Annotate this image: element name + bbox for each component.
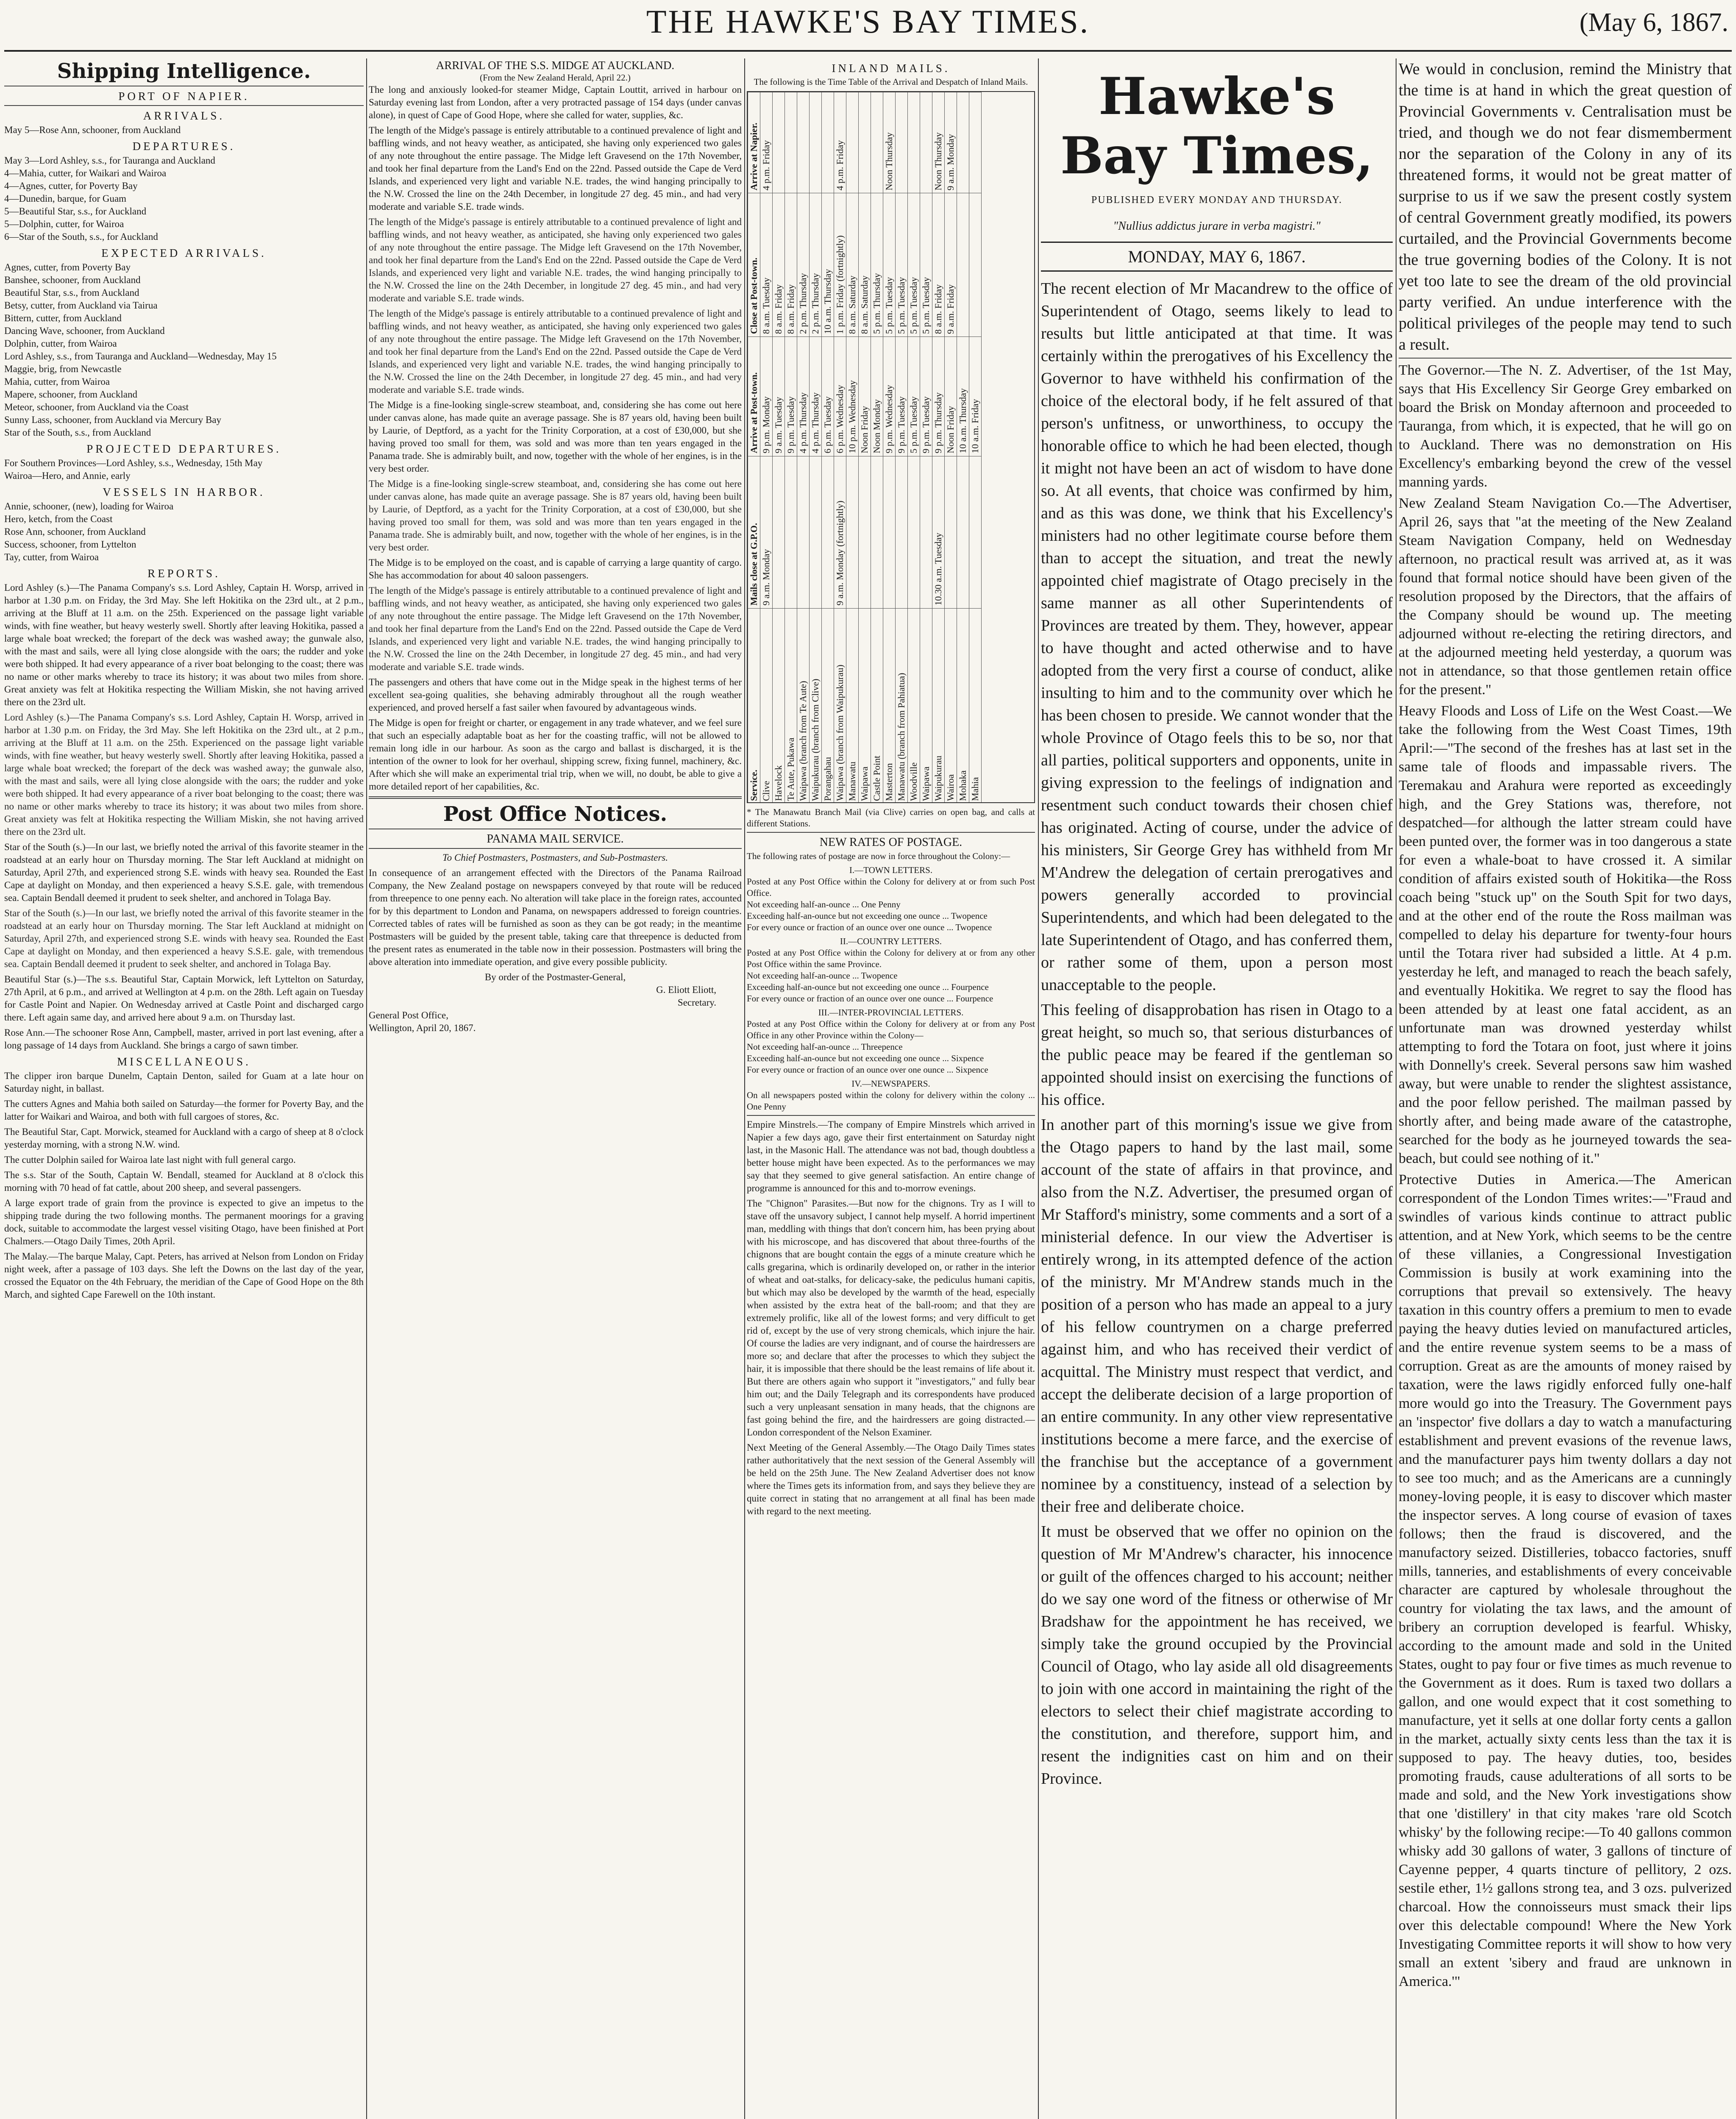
timetable-cell: 8 a.m. Saturday — [859, 193, 871, 337]
article-paragraph: The Midge is a fine-looking single-screw steamboat, and, considering she has come out here under canvas alone, has made quite an average passage. She is 87 years old, having been built by Laurie, of Deptford, as a yacht for the Trinity Corporation, at a cost of £30,000, but she having proved too small for them, was sold and was more than ten years engaged in the Panama trade. She is admirably built, and now, together with the whole of her engines, is in the very best order. — [369, 478, 742, 553]
timetable-cell — [957, 193, 969, 337]
timetable-body — [760, 92, 982, 804]
timetable-cell: 4 p.m. Thursday — [797, 337, 810, 456]
timetable-cell — [785, 92, 797, 193]
rate-row: For every ounce or fraction of an ounce over one ounce ... Fourpence — [747, 993, 993, 1004]
header-cell: Close at Post-town. — [748, 193, 760, 337]
timetable-row — [822, 92, 834, 804]
inland-mails-heading: INLAND MAILS. — [832, 62, 950, 75]
midge-column — [369, 58, 742, 2119]
timetable-cell — [896, 456, 908, 608]
table-note: * The Manawatu Branch Mail (via Clive) carries on open bag, and calls at different Stations. — [747, 807, 1035, 829]
timetable-cell: 6 p.m. Wednesday — [834, 337, 846, 456]
report-paragraph: Rose Ann.—The schooner Rose Ann, Campbell, master, arrived in port last evening, after a long passage of 14 days from Auckland. She brings a cargo of sawn timber. — [4, 1027, 364, 1051]
article-paragraph: The length of the Midge's passage is entirely attributable to a continued prevalence of light and baffling winds, and not heavy weather, as anticipated, she having only experienced two gales of any note throughout the entire passage. The Midge left Gravesend on the 17th November, and took her final departure from the Land's End on the 22nd. Passed outside the Cape de Verd Islands, and experienced very light and variable N.E. trades, the wind hanging principally to the N.W. Crossed the line on the 24th December, in longitude 27 deg. 45 min., and had very moderate and variable S.E. trade winds. — [369, 217, 742, 303]
misc-paragraph: The cutter Dolphin sailed for Wairoa late last night with full general cargo. — [4, 1154, 296, 1165]
timetable-cell — [797, 92, 810, 193]
article-paragraph: The long and anxiously looked-for steamer Midge, Captain Louttit, arrived in harbour on Saturday evening last from London, after a very protracted passage of 154 days (under canvas alone), in quest of Cape of Good Hope, where she called for water, supplies, &c. — [369, 84, 742, 120]
news-paragraph: New Zealand Steam Navigation Co.—The Advertiser, April 26, says that "at the meeting of the New Zealand Steam Navigation Company, held on Wednesday afternoon, no practical result was arrived at, as it was found that formal notice should have been given of the resolution proposed by the Directors, that the affairs of the Company should be wound up. The meeting adjourned without re-electing the retiring directors, and at the adjourned meeting held yesterday, a quorum was not in attendance, so that those gentlemen retain office for the present." — [1399, 495, 1732, 698]
expected-item: Betsy, cutter, from Auckland via Tairua — [4, 300, 158, 311]
rates-section-heading: IV.—NEWSPAPERS. — [851, 1079, 930, 1089]
harbour-item: Hero, ketch, from the Coast — [4, 514, 113, 524]
misc-paragraph: The clipper iron barque Dunelm, Captain Denton, sailed for Guam at a late hour on Saturday night, in ballast. — [4, 1071, 364, 1094]
timetable-cell — [846, 456, 859, 608]
timetable-row — [920, 92, 932, 804]
timetable-cell: Porangahau — [822, 608, 834, 803]
expected-item: Bittern, cutter, from Auckland — [4, 313, 122, 323]
timetable-row — [871, 92, 883, 804]
harbour-heading: VESSELS IN HARBOR. — [103, 486, 265, 498]
timetable-cell — [957, 92, 969, 193]
timetable-cell: 10 p.m. Wednesday — [846, 337, 859, 456]
article-paragraph: The passengers and others that have come out in the Midge speak in the highest terms of her excellent sea-going qualities, she behaving admirably throughout all the rough weather experienced, and proved herself a fast sailer when favoured by advantageous winds. — [369, 677, 742, 713]
expected-item: Beautiful Star, s.s., from Auckland — [4, 287, 139, 298]
editorial-paragraph: This feeling of disapprobation has risen in Otago to a great height, so much so, that serious disturbances of the public peace may be feared if the gentleman so appointed should insist on exercising the functions of his office. — [1041, 1001, 1393, 1109]
timetable-cell: Clive — [760, 608, 773, 803]
rate-row: Exceeding half-an-ounce but not exceeding one ounce ... Sixpence — [747, 1053, 984, 1063]
mail-heading: PANAMA MAIL SERVICE. — [487, 832, 624, 845]
timetable-cell: 6 p.m. Tuesday — [822, 337, 834, 456]
timetable-cell: 10.30 a.m. Tuesday — [932, 456, 945, 608]
timetable-row — [957, 92, 969, 804]
timetable-cell: 9 p.m. Monday — [760, 337, 773, 456]
departure-item: 4—Dunedin, barque, for Guam — [4, 193, 127, 204]
expected-item: Mapere, schooner, from Auckland — [4, 389, 137, 400]
timetable-cell — [846, 92, 859, 193]
column-rule — [1038, 58, 1039, 2119]
timetable-cell: Masterton — [883, 608, 896, 803]
article-paragraph: The Midge is to be employed on the coast, and is capable of carrying a large quantity of cargo. She has accommodation for about 40 saloon passengers. — [369, 557, 742, 581]
divider — [747, 832, 1035, 833]
timetable-row — [908, 92, 920, 804]
timetable-row — [932, 92, 945, 804]
publication-schedule: PUBLISHED EVERY MONDAY AND THURSDAY. — [1091, 195, 1343, 206]
departure-item: 6—Star of the South, s.s., for Auckland — [4, 231, 158, 242]
article-paragraph: Empire Minstrels.—The company of Empire Minstrels which arrived in Napier a few days ago, gave their first entertainment on Saturday night last, in the Masonic Hall. The attendance was not bad, though doubtless a better house might have been expected. As to the performances we may say that they seemed to give general satisfaction. An entire change of programme is announced for this and to-morrow evenings. — [747, 1119, 1035, 1193]
timetable-cell — [969, 456, 982, 608]
rates-section-heading: I.—TOWN LETTERS. — [849, 865, 933, 875]
timetable-cell: Waipukurau (branch from Clive) — [810, 608, 822, 803]
article-paragraph: The "Chignon" Parasites.—But now for the chignons. Try as I will to stave off the unsavory subject, I cannot help myself. A horrid impertinent man, meddling with things that don't concern him, has been prying about with his microscope, and has discovered that about three-fourths of the chignons that are bought contain the eggs of a minute creature which he calls gregarina, which is ordinarily developed on, or rather in the interior of wheat and oat-stalks, for delicacy-sake, the pediculus humani capitis, but which may also be developed by the warmth of the head, especially when assisted by the extra heat of the ball-room; and that they are extremely prolific, like all of the lowest forms; and very difficult to get rid of, except by the use of very strong chemicals, which injure the hair. Of course the ladies are very indignant, and of course the hairdressers are more so; and declare that after the processes to which they subject the hair, it is impossible that there should be the least remains of life about it. But there are others again who support it "investigators," and fully bear him out; and the Daily Telegraph and its correspondents have produced such a very unpleasant sensation in many heads, that the chignons are fast going behind the fire, and the hairdressers are going distracted.—London correspondent of the Nelson Examiner. — [747, 1198, 1035, 1438]
mail-title: Secretary. — [677, 997, 716, 1008]
timetable-cell: Waipawa (branch from Te Aute) — [797, 608, 810, 803]
timetable-cell — [810, 456, 822, 608]
timetable-row — [859, 92, 871, 804]
expected-item: Star of the South, s.s., from Auckland — [4, 427, 151, 438]
mail-addressee: To Chief Postmasters, Postmasters, and Sub-Postmasters. — [442, 852, 668, 863]
rates-section-text: Posted at any Post Office within the Colony for delivery at or from any other Post Office within the same Province. — [747, 948, 1035, 969]
article-paragraph: The length of the Midge's passage is entirely attributable to a continued prevalence of light and baffling winds, and not heavy weather, as anticipated, she having only experienced two gales of any note throughout the entire passage. The Midge left Gravesend on the 17th November, and took her final departure from the Land's End on the 22nd. Passed outside the Cape de Verd Islands, and experienced very light and variable N.E. trades, the wind hanging principally to the N.W. Crossed the line on the 24th December, in longitude 27 deg. 45 min., and had very moderate and variable S.E. trade winds. — [369, 125, 742, 212]
projected-item: For Southern Provinces—Lord Ashley, s.s., Wednesday, 15th May — [4, 458, 263, 468]
timetable-cell: 10 a.m. Friday — [969, 337, 982, 456]
timetable-cell — [859, 456, 871, 608]
article-paragraph: The length of the Midge's passage is entirely attributable to a continued prevalence of light and baffling winds, and not heavy weather, as anticipated, she having only experienced two gales of any note throughout the entire passage. The Midge left Gravesend on the 17th November, and took her final departure from the Land's End on the 22nd. Passed outside the Cape de Verd Islands, and experienced very light and variable N.E. trades, the wind hanging principally to the N.W. Crossed the line on the 24th December, in longitude 27 deg. 45 min., and had very moderate and variable S.E. trade winds. — [369, 585, 742, 672]
timetable-cell: 5 p.m. Tuesday — [896, 193, 908, 337]
timetable-cell — [883, 456, 896, 608]
mail-paragraph: In consequence of an arrangement effected with the Directors of the Panama Railroad Company, the New Zealand postage on newspapers conveyed by that route will be reduced from threepence to one penny each. No alteration will take place in the foreign rates, accounted for by this department to London and Panama, on newspapers addressed to foreign countries. Corrected tables of rates will be furnished as soon as they can be got ready; in the meantime Postmasters will be guided by the present table, taking care that threepence is deducted from the present rates as enumerated in the table now in their possession. Postmasters will bring the above alteration into immediate operation, and give every possible publicity. — [369, 868, 742, 967]
rates-sub: The following rates of postage are now in force throughout the Colony:— — [747, 851, 1010, 861]
departure-item: 4—Mahia, cutter, for Waikari and Wairoa — [4, 168, 167, 178]
timetable-cell: Te Aute, Pukawa — [785, 608, 797, 803]
timetable-cell: 9 a.m. Monday — [760, 456, 773, 608]
header-cell: Mails close at G.P.O. — [748, 456, 760, 608]
expected-item: Banshee, schooner, from Auckland — [4, 275, 141, 285]
timetable-cell: 8 a.m. Tuesday — [760, 193, 773, 337]
timetable-cell: Woodville — [908, 608, 920, 803]
newspaper-title: THE HAWKE'S BAY TIMES. — [646, 3, 1090, 40]
editorial-conclusion: We would in conclusion, remind the Ministry that the time is at hand in which the great question of Provincial Governments v. Centralisation must be tried, and though we do not fear dismemberment nor the separation of the Colony in any of its threatened forms, it would not be great matter of surprise to us if we saw the present costly system of central Government greatly modified, its powers curtailed, and the Provincial Governments become the true governing bodies of the Colony. It is not yet too late to see the dream of the old provincial party verified. An undue interference with the political privileges of the people may tend to such a result. — [1399, 60, 1732, 353]
projected-item: Wairoa—Hero, and Annie, early — [4, 470, 131, 481]
newspaper-header — [0, 0, 1736, 51]
timetable-cell: Manawatu (branch from Pahiatua) — [896, 608, 908, 803]
timetable-cell: 9 a.m. Monday (fortnightly) — [834, 456, 846, 608]
arrival-item: May 5—Rose Ann, schooner, from Auckland — [4, 125, 181, 135]
timetable-cell: 9 a.m. Tuesday — [773, 337, 785, 456]
news-paragraph: Heavy Floods and Loss of Life on the West Coast.—We take the following from the West Coast Times, 19th April:—"The second of the freshes has at last set in the same tale of floods and impassable rivers. The Teremakau and Arahura were reported as exceedingly high, and the Grey Stations was, therefore, not despatched—for although the latter stream could have been punted over, the former was in too dangerous a state for even a whale-boat to have crossed it. A similar condition of affairs existed south of Hokitika—the Ross coach being "stuck up" on the South Spit for two days, and at the other end of the route the Ross mailman was compelled to delay his departure for twenty-four hours until the Totara river had subsided a little. At 4 p.m. yesterday he left, and managed to reach the beach safely, and eventually Hokitika. We regret to say the flood has been attended by at least one fatal accident, as an unfortunate man was drowned yesterday whilst attempting to ford the Totara on foot, just where it joins with Donnelly's creek. Several persons saw him washed away, but were unable to render the slightest assistance, and the poor fellow perished. The mailman passed by shortly after, and being made aware of the catastrophe, searched for the body as he journeyed towards the sea-beach, but could see nothing of it." — [1399, 703, 1732, 1166]
timetable-cell: Waipukurau — [932, 608, 945, 803]
departure-item: May 3—Lord Ashley, s.s., for Tauranga and Auckland — [4, 155, 215, 166]
rate-row: Not exceeding half-an-ounce ... Threepence — [747, 1042, 903, 1052]
divider — [1399, 358, 1732, 359]
harbour-item: Annie, schooner, (new), loading for Wairoa — [4, 501, 174, 512]
timetable-row — [883, 92, 896, 804]
inland-mails-sub: The following is the Time Table of the Arrival and Despatch of Inland Mails. — [754, 77, 1028, 87]
timetable-row — [797, 92, 810, 804]
timetable-cell: 9 p.m. Wednesday — [883, 337, 896, 456]
timetable-cell: 10 a.m. Thursday — [957, 337, 969, 456]
rate-row: Not exceeding half-an-ounce ... One Penny — [747, 899, 901, 909]
timetable-cell: 9 a.m. Monday — [945, 92, 957, 193]
divider — [747, 1115, 1035, 1116]
inland-mails-column — [747, 58, 1035, 2119]
timetable-cell — [896, 92, 908, 193]
timetable-cell: 5 p.m. Tuesday — [908, 193, 920, 337]
timetable-cell — [773, 456, 785, 608]
timetable-cell: 8 a.m. Friday — [932, 193, 945, 337]
misc-heading: MISCELLANEOUS. — [117, 1055, 251, 1068]
column-rule — [366, 58, 367, 2119]
departure-item: 5—Beautiful Star, s.s., for Auckland — [4, 206, 147, 217]
timetable-cell: Waipawa (branch from Waipukurau) — [834, 608, 846, 803]
misc-paragraph: The Malay.—The barque Malay, Capt. Peters, has arrived at Nelson from London on Friday night week, after a passage of 103 days. She left the Downs on the last day of the year, crossed the Equator on the 4th February, the meridian of the Cape of Good Hope on the 8th March, and sighted Cape Farewell on the 10th instant. — [4, 1251, 364, 1300]
divider — [369, 796, 742, 799]
timetable-cell: 9 p.m. Tuesday — [920, 337, 932, 456]
editorial-paragraph: The recent election of Mr Macandrew to the office of Superintendent of Otago, seems likely to lead to results but little anticipated at that time. It was certainly within the prerogatives of his Excellency the Governor to have withheld his confirmation of the choice of the electoral body, if he felt assured of that person's unfitness, or unworthiness, to occupy the honorable office to which he had been elected, though it might not have been an act of wisdom to have done so. At all events, that choice was confirmed by him, and as this was done, we think that his Excellency's ministers had no other legitimate course before them than to accept the situation, and treat the newly appointed chief magistrate of Otago precisely in the same manner as all other Superintendents of Provinces are treated by them. They, however, appear to have thought and acted otherwise and to have adopted from the very first a course of conduct, alike insulting to him and to the community over which he has been chosen to preside. We cannot wonder that the whole Province of Otago feels this to be so, nor that all parties, political supporters and opponents, unite in giving expression to the feelings of indignation and resentment such conduct towards their chosen chief has originated. Acting of course, under the advice of his ministers, Sir George Grey has withheld from Mr M'Andrew the delegation of certain prerogatives and powers generally accorded to provincial Superintendents, and which had been delegated to the late Superintendent of Otago, and has conferred them, or rather some of them, upon a person most unacceptable to the people. — [1041, 280, 1393, 994]
timetable-row — [896, 92, 908, 804]
rate-row: For every ounce or fraction of an ounce over one ounce ... Twopence — [747, 922, 992, 932]
timetable-cell: Mahia — [969, 608, 982, 803]
departure-item: 4—Agnes, cutter, for Poverty Bay — [4, 181, 138, 191]
timetable-cell: 9 a.m. Friday — [945, 193, 957, 337]
timetable-cell — [871, 456, 883, 608]
timetable-cell: Waipawa — [859, 608, 871, 803]
rates-section-heading: II.—COUNTRY LETTERS. — [840, 936, 942, 946]
timetable-cell — [871, 92, 883, 193]
timetable-cell: 4 p.m. Friday — [760, 92, 773, 193]
mail-timetable — [747, 91, 1035, 803]
rates-section-text: Posted at any Post Office within the Colony for delivery at or from any Post Office in any other Province within the Colony— — [747, 1019, 1035, 1040]
timetable-cell: 2 p.m. Thursday — [797, 193, 810, 337]
rates-section-text: Posted at any Post Office within the Colony for delivery at or from such Post Office. — [747, 876, 1035, 898]
timetable-cell: 4 p.m. Thursday — [810, 337, 822, 456]
misc-paragraph: The cutters Agnes and Mahia both sailed on Saturday—the former for Poverty Bay, and the latter for Waikari and Wairoa, and both with full cargoes of stores, &c. — [4, 1098, 364, 1122]
timetable-cell: 5 p.m. Tuesday — [908, 337, 920, 456]
report-paragraph: Beautiful Star (s.)—The s.s. Beautiful Star, Captain Morwick, left Lyttelton on Saturday, 27th April, at 6 p.m., and arrived at Wellington at 4 p.m. on the 28th. Left again on Tuesday for Castle Point and Napier. On Wednesday arrived at Castle Point and discharged cargo there. Left again same day, and arrived here about 9 a.m. on Thursday last. — [4, 974, 364, 1023]
timetable-cell — [969, 193, 982, 337]
article-title: ARRIVAL OF THE S.S. MIDGE AT AUCKLAND. — [436, 59, 675, 72]
timetable-row — [834, 92, 846, 804]
article-paragraph: The length of the Midge's passage is entirely attributable to a continued prevalence of light and baffling winds, and not heavy weather, as anticipated, she having only experienced two gales of any note throughout the entire passage. The Midge left Gravesend on the 17th November, and took her final departure from the Land's End on the 22nd. Passed outside the Cape de Verd Islands, and experienced very light and variable N.E. trades, the wind hanging principally to the N.W. Crossed the line on the 24th December, in longitude 27 deg. 45 min., and had very moderate and variable S.E. trade winds. — [369, 308, 742, 395]
expected-item: Dolphin, cutter, from Wairoa — [4, 338, 117, 349]
timetable-row — [969, 92, 982, 804]
mail-order: By order of the Postmaster-General, — [484, 972, 626, 982]
timetable-cell — [920, 456, 932, 608]
rates-section-text: On all newspapers posted within the colony for delivery within the colony ... One Penny — [747, 1090, 1035, 1112]
header-cell: Arrive at Post-town. — [748, 337, 760, 456]
expected-item: Maggie, brig, from Newcastle — [4, 364, 122, 374]
timetable-cell — [945, 456, 957, 608]
header-rule — [4, 50, 1732, 52]
expected-item: Lord Ashley, s.s., from Tauranga and Auckland—Wednesday, May 15 — [4, 351, 277, 362]
rates-section-heading: III.—INTER-PROVINCIAL LETTERS. — [818, 1007, 964, 1018]
news-column — [1399, 58, 1732, 2119]
timetable-cell: 5 p.m. Thursday — [871, 193, 883, 337]
timetable-cell — [957, 456, 969, 608]
timetable-cell — [785, 456, 797, 608]
column-rule — [744, 58, 745, 2119]
timetable-row — [773, 92, 785, 804]
timetable-cell: 8 a.m. Saturday — [846, 193, 859, 337]
news-paragraph: The Governor.—The N. Z. Advertiser, of the 1st May, says that His Excellency Sir George Grey embarked on board the Brisk on Monday afternoon and proceeded to Tauranga, from which, it is expected, that he will go on to Auckland. There was no demonstration on His Excellency's embarking beyond the crew of the vessel manning yards. — [1399, 362, 1732, 490]
departure-item: 5—Dolphin, cutter, for Wairoa — [4, 219, 124, 229]
report-paragraph: Star of the South (s.)—In our last, we briefly noted the arrival of this favorite steamer in the roadstead at an early hour on Thursday morning. The Star left Auckland at midnight on Saturday, April 27th, and experienced strong S.E. winds with heavy sea. Rounded the East Cape at daylight on Monday, and then experienced a heavy S.S.E. gale, with tremendous sea. Captain Bendall deemed it prudent to seek shelter, and anchored in Tolaga Bay. — [4, 842, 364, 903]
timetable-cell — [859, 92, 871, 193]
misc-paragraph: The s.s. Star of the South, Captain W. Bendall, steamed for Auckland at 8 o'clock this morning with 70 head of fat cattle, about 200 sheep, and several passengers. — [4, 1170, 364, 1193]
timetable-cell — [810, 92, 822, 193]
post-office-banner: Post Office Notices. — [443, 802, 668, 826]
timetable-cell — [908, 456, 920, 608]
timetable-cell: 9 p.m. Tuesday — [785, 337, 797, 456]
timetable-cell: Castle Point — [871, 608, 883, 803]
rate-row: Not exceeding half-an-ounce ... Twopence — [747, 971, 898, 981]
timetable-cell: 2 p.m. Thursday — [810, 193, 822, 337]
report-paragraph: Star of the South (s.)—In our last, we briefly noted the arrival of this favorite steamer in the roadstead at an early hour on Thursday morning. The Star left Auckland at midnight on Saturday, April 27th, and experienced strong S.E. winds with heavy sea. Rounded the East Cape at daylight on Monday, and then experienced a heavy S.S.E. gale, with tremendous sea. Captain Bendall deemed it prudent to seek shelter, and anchored in Tolaga Bay. — [4, 908, 364, 969]
timetable-cell: Mohaka — [957, 608, 969, 803]
timetable-cell — [822, 92, 834, 193]
issue-date: (May 6, 1867. — [1579, 8, 1728, 37]
report-paragraph: Lord Ashley (s.)—The Panama Company's s.s. Lord Ashley, Captain H. Worsp, arrived in harbor at 1.30 p.m. on Friday, the 3rd May. She left Hokitika on the 23rd ult., at 2 p.m., arriving at the Bluff at 11 a.m. on the 25th. Experienced on the passage light variable winds, with fine weather, but heavy westerly swell. Shortly after leaving Hokitika, passed a large whale boat wrecked; the forepart of the deck was washed away; the gunwale also, with the mast and sails, were all lying close alongside with the oars; the rudder and yoke were both shipped. It had every appearance of a river boat belonging to the coast; there was no name or other marks whereby to trace its history; it was about two miles from shore. Great anxiety was felt at Hokitika respecting the William Miskin, she not having arrived there on the 23rd ult. — [4, 582, 364, 707]
rate-row: For every ounce or fraction of an ounce over one ounce ... Sixpence — [747, 1065, 988, 1075]
misc-paragraph: A large export trade of grain from the province is expected to give an impetus to the shipping trade during the two following months. The permanent moorings for a graving dock, suitable to accommodate the largest vessel visiting Otago, have been finished at Port Chalmers.—Otago Daily Times, 20th April. — [4, 1198, 364, 1246]
timetable-cell: Noon Monday — [871, 337, 883, 456]
timetable-cell — [908, 92, 920, 193]
motto: "Nullius addictus jurare in verba magistri." — [1113, 220, 1321, 233]
timetable-cell: 5 p.m. Tuesday — [883, 193, 896, 337]
expected-heading: EXPECTED ARRIVALS. — [101, 247, 267, 259]
arrivals-heading: ARRIVALS. — [143, 109, 225, 122]
timetable-cell — [822, 456, 834, 608]
editorial-masthead: Hawke's Bay Times, — [1060, 67, 1374, 186]
timetable-row — [846, 92, 859, 804]
timetable-cell: 1 p.m. Friday (fortnightly) — [834, 193, 846, 337]
mail-place: General Post Office, — [369, 1010, 448, 1021]
timetable-cell: Manawatu — [846, 608, 859, 803]
expected-item: Mahia, cutter, from Wairoa — [4, 376, 110, 387]
news-paragraph: Protective Duties in America.—The American correspondent of the London Times writes:—"Fraud and swindles of various kinds continue to attract public attention, and at New York, which seems to be the centre of these villanies, a Congressional Investigation Commission is busily at work examining into the corruptions that prevail so extensively. The heavy taxation in this country offers a premium to men to evade paying the heavy duties levied on manufactured articles, and the entire revenue system seems to be a mass of corruption. Great as are the amounts of money raised by taxation, were the laws rigidly enforced fully one-half more would go into the Treasury. The Government pays an 'inspector' five dollars a day to watch a manufacturing establishment and prevent evasions of the revenue laws, and the manufacturer pays him twenty dollars a day not to see too much; and as the Americans are a cunningly money-loving people, it is easy to discover which master the inspector serves. A long course of evasion of taxes follows; then the fraud is discovered, and the manufactory seized. Distilleries, tobacco factories, snuff mills, tanneries, and establishments of every conceivable character are captured by wholesale throughout the country for violating the tax laws, and the amount of bribery an corruption developed is fearful. Whisky, according to the amount made and sold in the United States, ought to pay four or five times as much revenue to the Government as it does. Rum is taxed two dollars a gallon, and one would expect that it cost something to manufacture, yet it sells at one dollar forty cents a gallon in the market, actually sixty cents less than the tax it is supposed to pay. The heavy duties, too, besides promoting frauds, cause adulterations of all sorts to be made and sold, and the New York investigations show that one 'distillery' in that city makes 'rare old Scotch whisky' by the following recipe:—To 40 gallons common whisky add 30 gallons of water, 3 gallons of tincture of Cayenne pepper, 4 quarts tincture of pellitory, 2 ozs. sestile ether, 1½ gallons strong tea, and 3 ozs. pulverized charcoal. How the connoisseurs must smack their lips over this delectable compound! Where the New York Investigating Committee reports it will show to how very small an extent 'sibery and fraud are unknown in America.'" — [1399, 1172, 1732, 1989]
article-paragraph: The Midge is a fine-looking single-screw steamboat, and, considering she has come out here under canvas alone, has made quite an average passage. She is 87 years old, having been built by Laurie, of Deptford, as a yacht for the Trinity Corporation, at a cost of £30,000, but she having proved too small for them, was sold and was more than ten years engaged in the Panama trade. She is admirably built, and now, together with the whole of her engines, is in the very best order. — [369, 400, 742, 474]
timetable-cell: Noon Thursday — [932, 92, 945, 193]
mail-signature: G. Eliott Eliott, — [656, 984, 716, 995]
expected-item: Agnes, cutter, from Poverty Bay — [4, 262, 131, 273]
divider — [369, 848, 742, 849]
timetable-cell: 9 p.m. Tuesday — [896, 337, 908, 456]
shipping-column — [4, 58, 364, 2119]
timetable-row — [945, 92, 957, 804]
timetable-cell: Havelock — [773, 608, 785, 803]
timetable-cell: 4 p.m. Friday — [834, 92, 846, 193]
timetable-cell: Wairoa — [945, 608, 957, 803]
shipping-banner: Shipping Intelligence. — [57, 59, 311, 83]
editorial-date: MONDAY, MAY 6, 1867. — [1041, 242, 1393, 272]
timetable-cell: 9 p.m. Thursday — [932, 337, 945, 456]
timetable-cell: 8 a.m. Friday — [785, 193, 797, 337]
editorial-column — [1041, 58, 1393, 2119]
timetable-cell — [969, 92, 982, 193]
harbour-item: Rose Ann, schooner, from Auckland — [4, 526, 146, 537]
timetable-cell — [920, 92, 932, 193]
rotated-timetable — [748, 92, 982, 803]
timetable-header-row — [748, 92, 760, 804]
timetable-cell: Noon Friday — [859, 337, 871, 456]
header-cell: Service. — [748, 608, 760, 803]
timetable-row — [810, 92, 822, 804]
rates-heading: NEW RATES OF POSTAGE. — [819, 836, 963, 849]
port-heading: PORT OF NAPIER. — [118, 90, 250, 103]
misc-paragraph: The Beautiful Star, Capt. Morwick, steamed for Auckland with a cargo of sheep at 8 o'clock yesterday morning, with a strong N.W. wind. — [4, 1126, 364, 1150]
editorial-paragraph: In another part of this morning's issue we give from the Otago papers to hand by the last mail, some account of the state of affairs in that province, and also from the N.Z. Advertiser, the presumed organ of Mr Stafford's ministry, some comments and a sort of a ministerial defence. In our view the Advertiser is entirely wrong, in its attempted defence of the action of the ministry. Mr M'Andrew stands much in the position of a person who has made an appeal to a jury of his fellow countrymen on a charge preferred against him, and who has received their verdict of acquittal. The Ministry must respect that verdict, and accept the deliberate decision of a large proportion of an entire community. In any other view representative institutions become a mere farce, and the exercise of the franchise but the acceptance of a government nominee by a constituency, instead of a selection by their free and deliberate choice. — [1041, 1116, 1393, 1516]
editorial-paragraph: It must be observed that we offer no opinion on the question of Mr M'Andrew's character, his innocence or guilt of the offences charged to his account; neither do we say one word of the fitness or otherwise of Mr Bradshaw for the appointment he has received, we simply take the ground occupied by the Provincial Council of Otago, who lay aside all old disagreements to join with one accord in maintaining the right of the electors to select their chief magistrate according to the constitution, and therefore, support him, and resent the indignities cast on him and on their Province. — [1041, 1523, 1393, 1788]
expected-item: Dancing Wave, schooner, from Auckland — [4, 325, 165, 336]
harbour-item: Success, schooner, from Lyttelton — [4, 539, 136, 550]
timetable-cell: 10 a.m. Thursday — [822, 193, 834, 337]
rate-row: Exceeding half-an-ounce but not exceeding one ounce ... Fourpence — [747, 982, 989, 992]
harbour-item: Tay, cutter, from Wairoa — [4, 552, 99, 562]
timetable-cell: Noon Friday — [945, 337, 957, 456]
timetable-table — [748, 92, 982, 803]
reports-heading: REPORTS. — [147, 567, 220, 580]
timetable-cell: Noon Thursday — [883, 92, 896, 193]
timetable-cell: Waipawa — [920, 608, 932, 803]
timetable-cell — [797, 456, 810, 608]
timetable-row — [760, 92, 773, 804]
expected-item: Sunny Lass, schooner, from Auckland via Mercury Bay — [4, 414, 221, 425]
timetable-row — [785, 92, 797, 804]
header-cell: Arrive at Napier. — [748, 92, 760, 193]
expected-item: Meteor, schooner, from Auckland via the Coast — [4, 402, 189, 412]
timetable-cell — [773, 92, 785, 193]
column-rule — [1396, 58, 1397, 2119]
timetable-cell: 8 a.m. Friday — [773, 193, 785, 337]
divider — [4, 105, 364, 106]
timetable-cell: 5 p.m. Tuesday — [920, 193, 932, 337]
article-paragraph: Next Meeting of the General Assembly.—The Otago Daily Times states rather authoritatively that the next session of the General Assembly will be held on the 25th June. The New Zealand Advertiser does not know where the Times gets its information from, and says they believe they are quite correct in stating that no arrangement at all final has been made with regard to the next meeting. — [747, 1442, 1035, 1516]
rate-row: Exceeding half-an-ounce but not exceeding one ounce ... Twopence — [747, 911, 988, 921]
article-paragraph: The Midge is open for freight or charter, or engagement in any trade whatever, and we feel sure that such an especially adaptable boat as her for the coasting traffic, will not be allowed to remain long idle in our harbour. As soon as the cargo and ballast is discharged, it is the intention of the owner to look for her overhaul, shipping screw, fixing funnel, machinery, &c. After which she will make an experimental trial trip, when we will, no doubt, be able to give a more detailed report of her capabilities, &c. — [369, 717, 742, 792]
report-paragraph: Lord Ashley (s.)—The Panama Company's s.s. Lord Ashley, Captain H. Worsp, arrived in harbor at 1.30 p.m. on Friday, the 3rd May. She left Hokitika on the 23rd ult., at 2 p.m., arriving at the Bluff at 11 a.m. on the 25th. Experienced on the passage light variable winds, with fine weather, but heavy westerly swell. Shortly after leaving Hokitika, passed a large whale boat wrecked; the forepart of the deck was washed away; the gunwale also, with the mast and sails, were all lying close alongside with the oars; the rudder and yoke were both shipped. It had every appearance of a river boat belonging to the coast; there was no name or other marks whereby to trace its history; it was about two miles from shore. Great anxiety was felt at Hokitika respecting the William Miskin, she not having arrived there on the 23rd ult. — [4, 712, 364, 837]
mail-date: Wellington, April 20, 1867. — [369, 1023, 476, 1033]
projected-heading: PROJECTED DEPARTURES. — [86, 442, 281, 455]
article-source: (From the New Zealand Herald, April 22.) — [480, 72, 631, 83]
departures-heading: DEPARTURES. — [132, 140, 236, 153]
